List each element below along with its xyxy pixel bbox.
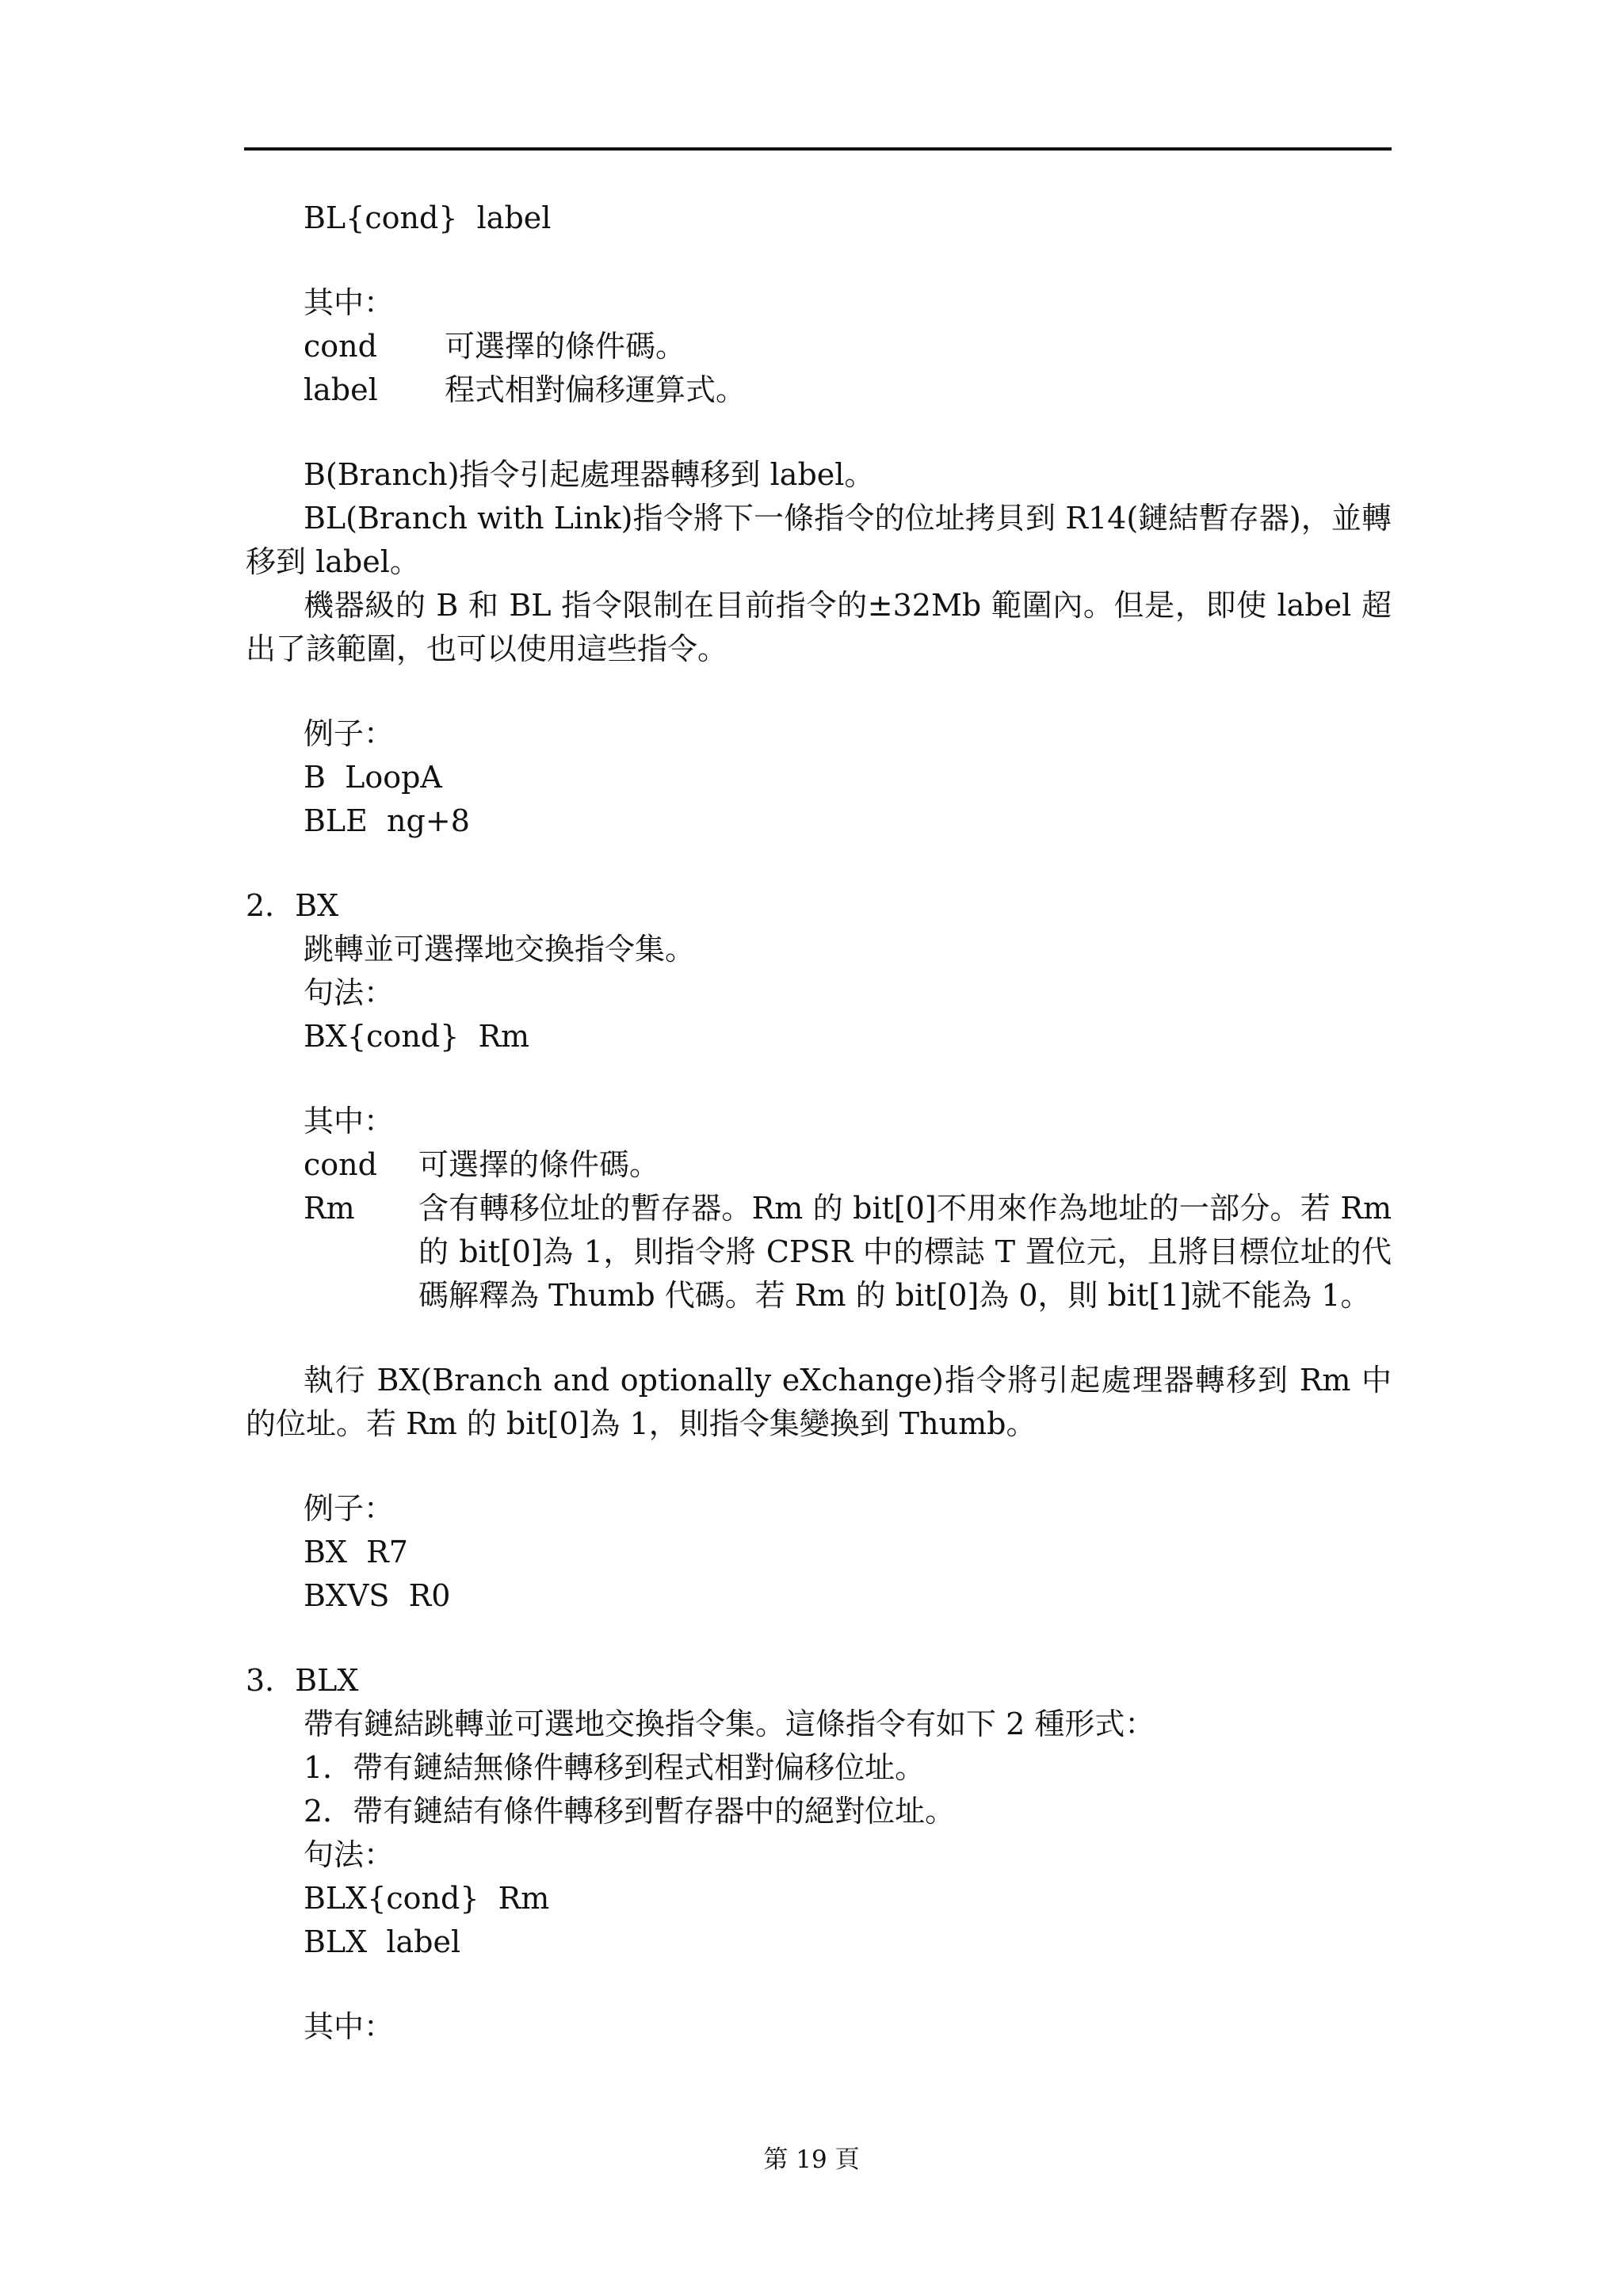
section-heading-bx: 2．BX — [246, 888, 339, 923]
page-content — [246, 196, 1392, 2049]
section-heading-blx: 3．BLX — [246, 1663, 359, 1698]
def-term: label — [304, 372, 378, 407]
example-label: 例子： — [304, 1491, 395, 1526]
def-desc: 程式相對偏移運算式。 — [445, 372, 747, 407]
section-description: 跳轉並可選擇地交換指令集。 — [304, 932, 696, 967]
def-row-rm — [246, 1187, 1392, 1318]
where-label: 其中： — [304, 2009, 395, 2044]
example-line: BX R7 — [304, 1535, 408, 1569]
header-rule — [244, 147, 1392, 151]
def-desc: 可選擇的條件碼。 — [445, 329, 686, 364]
example-line: BXVS R0 — [304, 1578, 451, 1613]
def-desc: 可選擇的條件碼。 — [418, 1147, 660, 1182]
def-term: cond — [304, 1147, 377, 1182]
form-item: 2．帶有鏈結有條件轉移到暫存器中的絕對位址。 — [304, 1794, 956, 1829]
syntax-label: 句法： — [304, 1837, 395, 1872]
bx-syntax-line: BX{cond} Rm — [304, 1019, 530, 1054]
blx-syntax-line: BLX{cond} Rm — [304, 1881, 550, 1916]
form-item: 1．帶有鏈結無條件轉移到程式相對偏移位址。 — [304, 1750, 926, 1785]
syntax-label: 句法： — [304, 975, 395, 1010]
def-desc: 含有轉移位址的暫存器。Rm 的 bit[0]不用來作為地址的一部分。若 Rm 的 bit[0]為 1，則指令將 CPSR 中的標誌 T 置位元，且將目標位址的代碼解釋為 Thumb 代碼。若 Rm 的 bit[0]為 0，則 bit[1]就不能為 1。 — [418, 1191, 1392, 1313]
def-row-cond — [246, 1143, 1392, 1187]
where-label: 其中： — [304, 1104, 395, 1138]
section-description: 帶有鏈結跳轉並可選地交換指令集。這條指令有如下 2 種形式： — [304, 1707, 1155, 1741]
where-label: 其中： — [304, 285, 395, 320]
example-label: 例子： — [304, 716, 395, 751]
bl-syntax-line: BL{cond} label — [304, 200, 552, 235]
def-row-cond — [246, 325, 1392, 368]
paragraph-branch-link: BL(Branch with Link)指令將下一條指令的位址拷貝到 R14(鏈結暫存器)，並轉移到 label。 — [246, 501, 1392, 579]
paragraph-branch: B(Branch)指令引起處理器轉移到 label。 — [304, 457, 875, 492]
example-line: BLE ng+8 — [304, 803, 470, 838]
page-number: 第 19 頁 — [763, 2145, 860, 2174]
def-term: Rm — [304, 1191, 355, 1226]
def-row-label — [246, 368, 1392, 412]
def-term: cond — [304, 329, 377, 364]
blx-syntax-line: BLX label — [304, 1924, 461, 1959]
example-line: B LoopA — [304, 760, 442, 795]
paragraph-bx: 執行 BX(Branch and optionally eXchange)指令將引起處理器轉移到 Rm 中的位址。若 Rm 的 bit[0]為 1，則指令集變換到 Thumb。 — [246, 1363, 1392, 1441]
paragraph-range: 機器級的 B 和 BL 指令限制在目前指令的±32Mb 範圍內。但是，即使 label 超出了該範圍，也可以使用這些指令。 — [246, 588, 1392, 666]
